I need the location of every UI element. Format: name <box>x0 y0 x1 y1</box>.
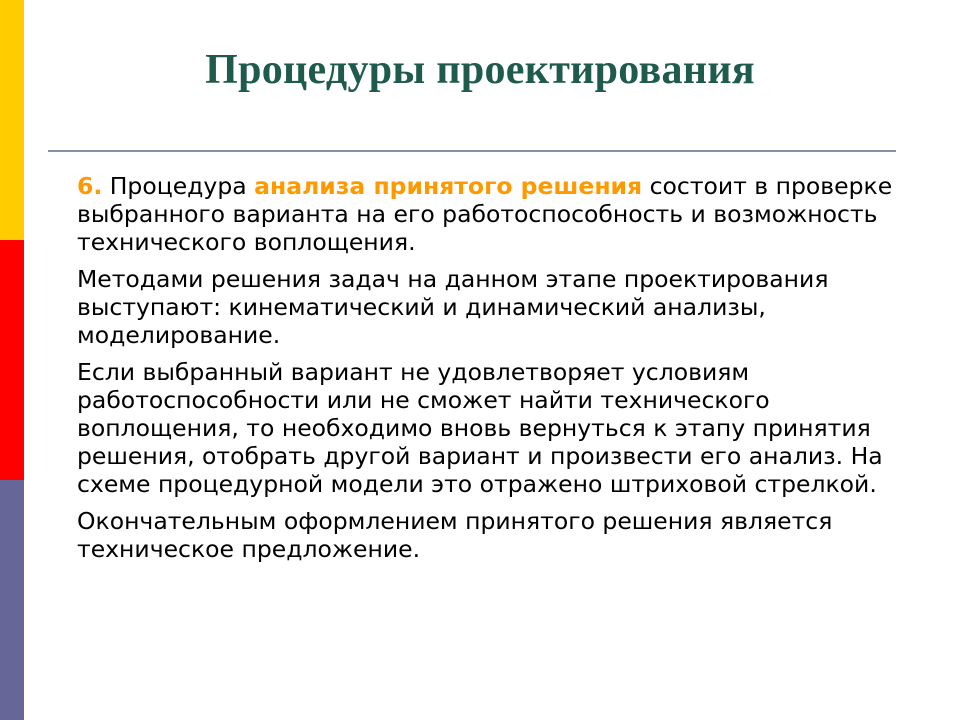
paragraph-1-lead: Процедура <box>102 172 255 200</box>
side-bar-red <box>0 240 24 480</box>
paragraph-1 <box>77 172 907 256</box>
paragraph-number: 6. <box>77 172 103 200</box>
side-bar-yellow <box>0 0 24 240</box>
slide-title: Процедуры проектирования <box>205 47 755 93</box>
title-divider <box>48 150 896 152</box>
paragraph-2: Методами решения задач на данном этапе проектирования выступают: кинематический и динамический анализы, моделирование. <box>77 265 829 349</box>
highlighted-term: анализа принятого решения <box>254 172 643 200</box>
paragraph-3: Если выбранный вариант не удовлетворяет условиям работоспособности или не сможет найти технического воплощения, то необходимо вновь вернуться к этапу принятия решения, отобрать другой вариант и произвести его анализ. На схеме процедурной модели это отражено штриховой стрелкой. <box>77 358 883 498</box>
paragraph-1-rest: состоит в проверке выбранного варианта на его работоспособность и возможность технического воплощения. <box>77 172 893 256</box>
paragraph-4: Окончательным оформлением принятого решения является техническое предложение. <box>77 507 833 563</box>
slide-body <box>77 172 907 572</box>
side-bar-purple <box>0 480 24 720</box>
